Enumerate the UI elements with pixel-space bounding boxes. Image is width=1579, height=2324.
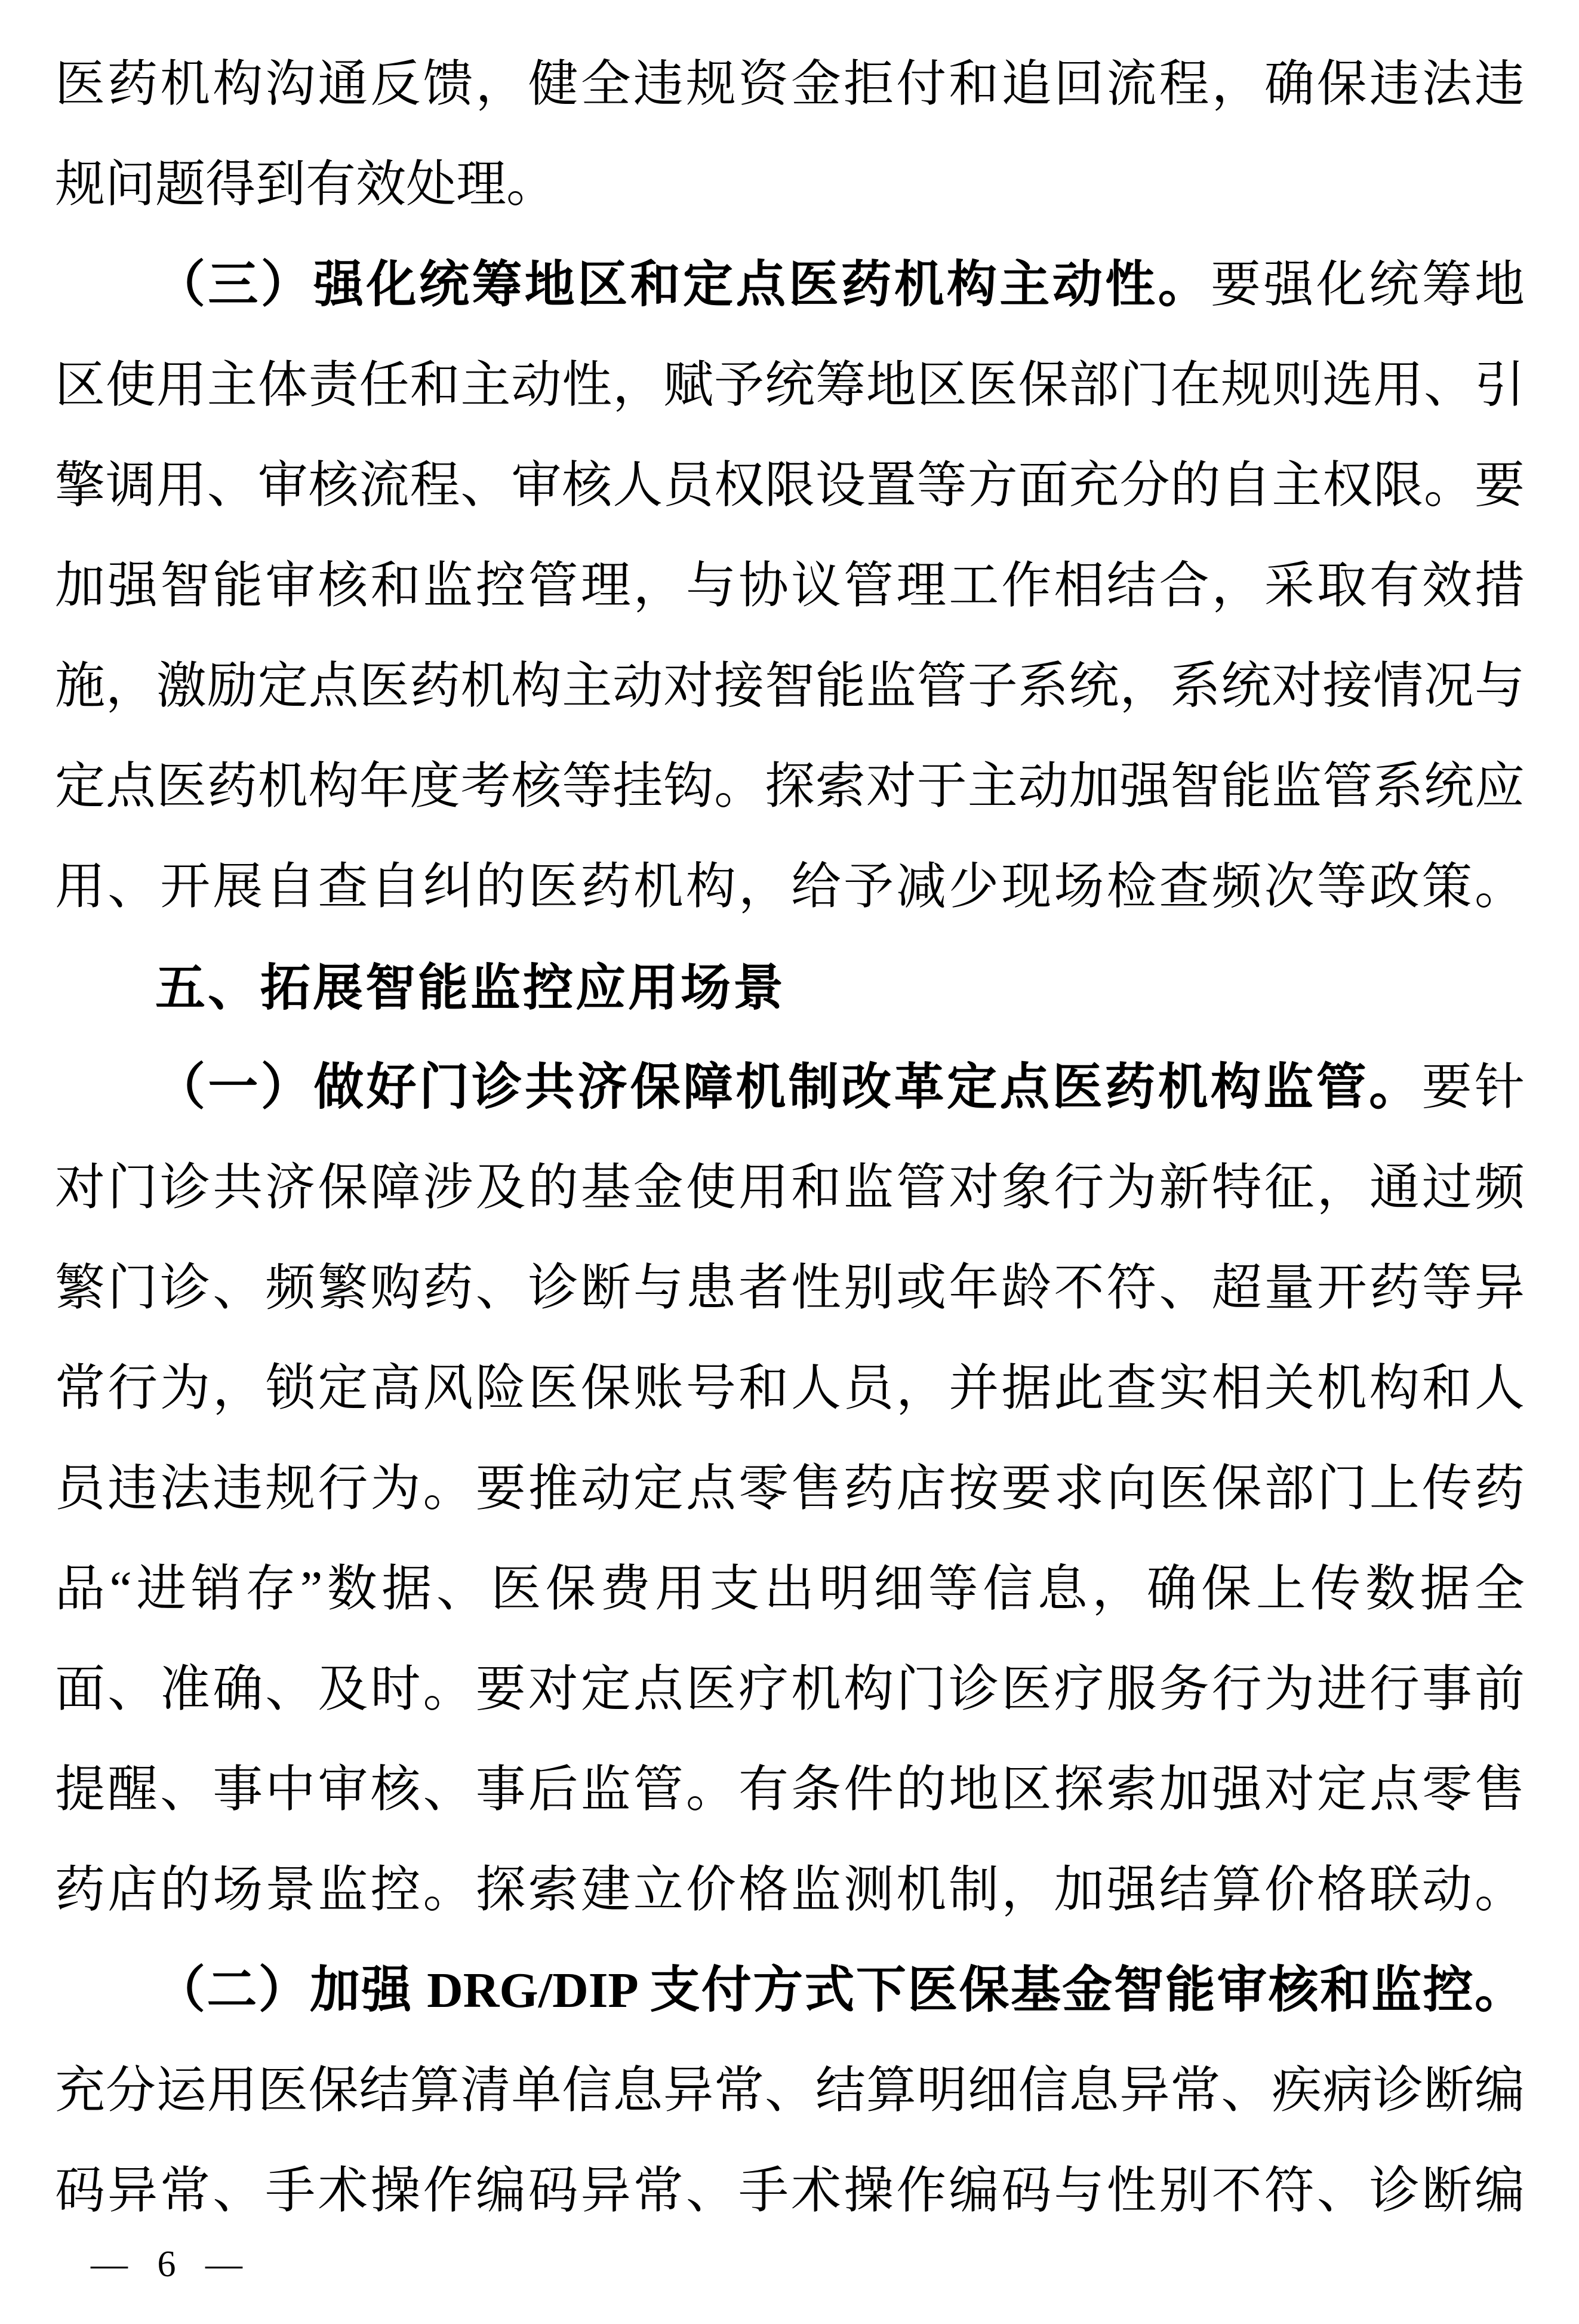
text-segment: 繁门诊、频繁购药、诊断与患者性别或年龄不符、超量开药等异 — [55, 1261, 1525, 1316]
bold-text-segment: 五、拓展智能监控应用场景 — [155, 960, 786, 1016]
text-segment: 区使用主体责任和主动性，赋予统筹地区医保部门在规则选用、引 — [55, 358, 1525, 413]
text-line — [55, 1840, 1525, 1941]
bold-text-segment: （一）做好门诊共济保障机制改革定点医药机构监管。 — [155, 1060, 1422, 1115]
text-line — [55, 1439, 1525, 1539]
text-line — [55, 1138, 1525, 1238]
text-line — [55, 2141, 1525, 2242]
text-line — [55, 135, 1525, 235]
text-segment: 码异常、手术操作编码异常、手术操作编码与性别不符、诊断编 — [55, 2163, 1525, 2219]
text-line — [55, 1539, 1525, 1640]
text-line — [55, 737, 1525, 837]
text-line — [55, 1238, 1525, 1339]
text-line — [55, 235, 1525, 336]
text-line — [55, 536, 1525, 637]
page-number: — 6 — — [91, 2244, 242, 2285]
text-line — [55, 1640, 1525, 1740]
text-segment: 常行为，锁定高风险医保账号和人员，并据此查实相关机构和人 — [55, 1361, 1525, 1416]
text-line — [55, 336, 1525, 436]
text-segment: 品“进销存”数据、医保费用支出明细等信息，确保上传数据全 — [55, 1561, 1525, 1617]
text-line — [55, 2041, 1525, 2141]
text-line — [55, 1339, 1525, 1439]
text-line — [55, 1941, 1525, 2041]
text-segment: 医药机构沟通反馈，健全违规资金拒付和追回流程，确保违法违 — [55, 57, 1525, 112]
text-segment: 面、准确、及时。要对定点医疗机构门诊医疗服务行为进行事前 — [55, 1662, 1525, 1717]
text-segment: 充分运用医保结算清单信息异常、结算明细信息异常、疾病诊断编 — [55, 2063, 1525, 2119]
text-segment: 提醒、事中审核、事后监管。有条件的地区探索加强对定点零售 — [55, 1762, 1525, 1818]
text-line — [55, 1038, 1525, 1138]
bold-text-segment: （二）加强 DRG/DIP 支付方式下医保基金智能审核和监控。 — [155, 1963, 1525, 2018]
section-heading — [55, 937, 1525, 1038]
text-line — [55, 436, 1525, 536]
text-segment: 要针 — [1421, 1060, 1525, 1115]
text-segment: 施，激励定点医药机构主动对接智能监管子系统，系统对接情况与 — [55, 659, 1525, 714]
text-segment: 对门诊共济保障涉及的基金使用和监管对象行为新特征，通过频 — [55, 1160, 1525, 1216]
text-line — [55, 35, 1525, 135]
text-segment: 用、开展自查自纠的医药机构，给予减少现场检查频次等政策。 — [55, 859, 1525, 915]
text-segment: 要强化统筹地 — [1210, 257, 1525, 313]
text-line — [55, 637, 1525, 737]
text-line — [55, 1740, 1525, 1840]
text-line — [55, 837, 1525, 937]
text-segment: 擎调用、审核流程、审核人员权限设置等方面充分的自主权限。要 — [55, 458, 1525, 514]
bold-text-segment: （三）强化统筹地区和定点医药机构主动性。 — [155, 257, 1211, 313]
text-segment: 加强智能审核和监控管理，与协议管理工作相结合，采取有效措 — [55, 558, 1525, 614]
text-segment: 药店的场景监控。探索建立价格监测机制，加强结算价格联动。 — [55, 1862, 1525, 1918]
text-segment: 定点医药机构年度考核等挂钩。探索对于主动加强智能监管系统应 — [55, 759, 1525, 814]
text-segment: 规问题得到有效处理。 — [55, 157, 557, 213]
text-segment: 员违法违规行为。要推动定点零售药店按要求向医保部门上传药 — [55, 1461, 1525, 1517]
document-body — [55, 35, 1525, 2242]
